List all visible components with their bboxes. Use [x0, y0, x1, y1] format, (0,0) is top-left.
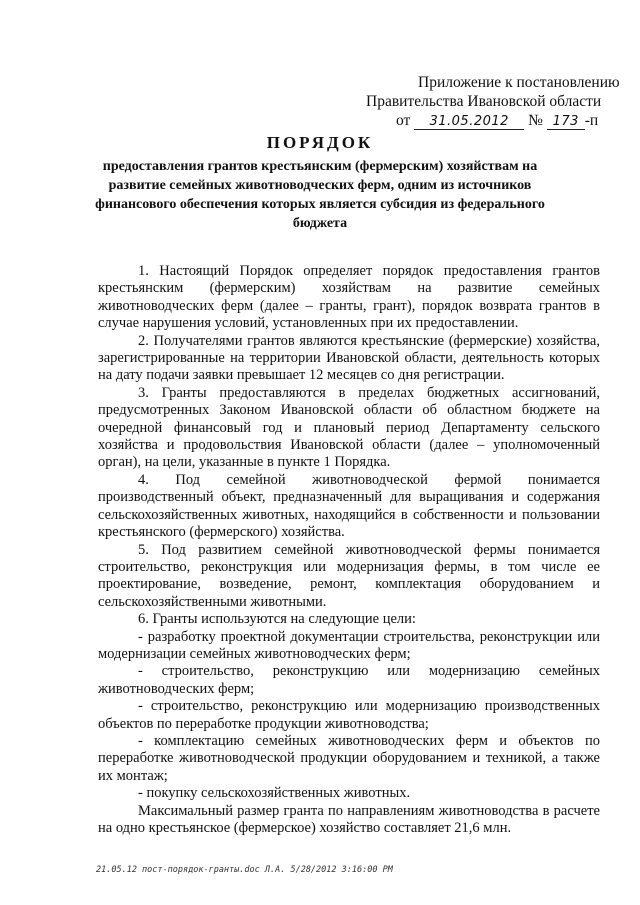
list-item: - покупку сельскохозяйственных животных.	[138, 785, 411, 802]
approval-block	[360, 73, 620, 130]
file-footer: 21.05.12 пост-порядок-гранты.doc Л.А. 5/28/2012 3:16:00 PM	[96, 865, 393, 875]
paragraph: 3. Гранты предоставляются в пределах бюджетных ассигнований, предусмотренных Законом Ивановской области об областном бюджете на очередной финансовый год и плановый период Департаменту сельского хозяйства и продовольствия Ивановской области (далее – уполномоченный орган), на цели, указанные в пункте 1 Порядка.	[98, 384, 600, 471]
approval-date: 31.05.2012	[414, 114, 524, 130]
paragraph: 6. Гранты используются на следующие цели:	[138, 611, 416, 628]
from-label: от	[396, 112, 411, 129]
number-suffix: -п	[584, 112, 599, 129]
paragraph: 4. Под семейной животноводческой фермой понимается производственный объект, предназначенный для выращивания и содержания сельскохозяйственных животных, находящийся в собственности и пользовании крестьянского (фермерского) хозяйства.	[98, 471, 600, 541]
approval-number: 173	[547, 114, 585, 130]
paragraph: 1. Настоящий Порядок определяет порядок предоставления грантов крестьянским (фермерским) хозяйствам на развитие семейных животноводческих ферм (далее – гранты, грант), порядок возврата грантов в случае нарушения условий, установленных при их предоставлении.	[98, 263, 600, 332]
document-title: ПОРЯДОК	[266, 133, 374, 152]
number-label: №	[528, 112, 543, 129]
list-item: - разработку проектной документации строительства, реконструкции или модернизации семейных животноводческих ферм;	[98, 628, 600, 662]
approval-line-1: Приложение к постановлению	[418, 74, 620, 91]
list-item: - строительство, реконструкцию или модернизацию семейных животноводческих ферм;	[98, 663, 600, 697]
paragraph: 5. Под развитием семейной животноводческой фермы понимается строительство, реконструкция или модернизация фермы, в том числе ее проектирование, возведение, ремонт, комплектация оборудованием и сельскохозяйственными животными.	[98, 541, 600, 610]
document-subtitle: предоставления грантов крестьянским (фермерским) хозяйствам на развитие семейных животноводческих ферм, одним из источников финансового обеспечения которых является субсидия из федерального бюджета	[95, 159, 545, 231]
document-body	[98, 263, 600, 837]
approval-date-number-line	[360, 111, 620, 130]
list-item: - строительство, реконструкцию или модернизацию производственных объектов по переработке продукции животноводства;	[98, 698, 600, 732]
paragraph: 2. Получателями грантов являются крестьянские (фермерские) хозяйства, зарегистрированные на территории Ивановской области, деятельность которых на дату подачи заявки превышает 12 месяцев со дня регистрации.	[98, 332, 600, 384]
paragraph: Максимальный размер гранта по направлениям животноводства в расчете на одно крестьянское (фермерское) хозяйство составляет 21,6 млн.	[98, 802, 600, 836]
list-item: - комплектацию семейных животноводческих ферм и объектов по переработке животноводческой продукции оборудованием и техникой, а также их монтаж;	[98, 732, 600, 784]
approval-line-2: Правительства Ивановской области	[366, 93, 602, 110]
